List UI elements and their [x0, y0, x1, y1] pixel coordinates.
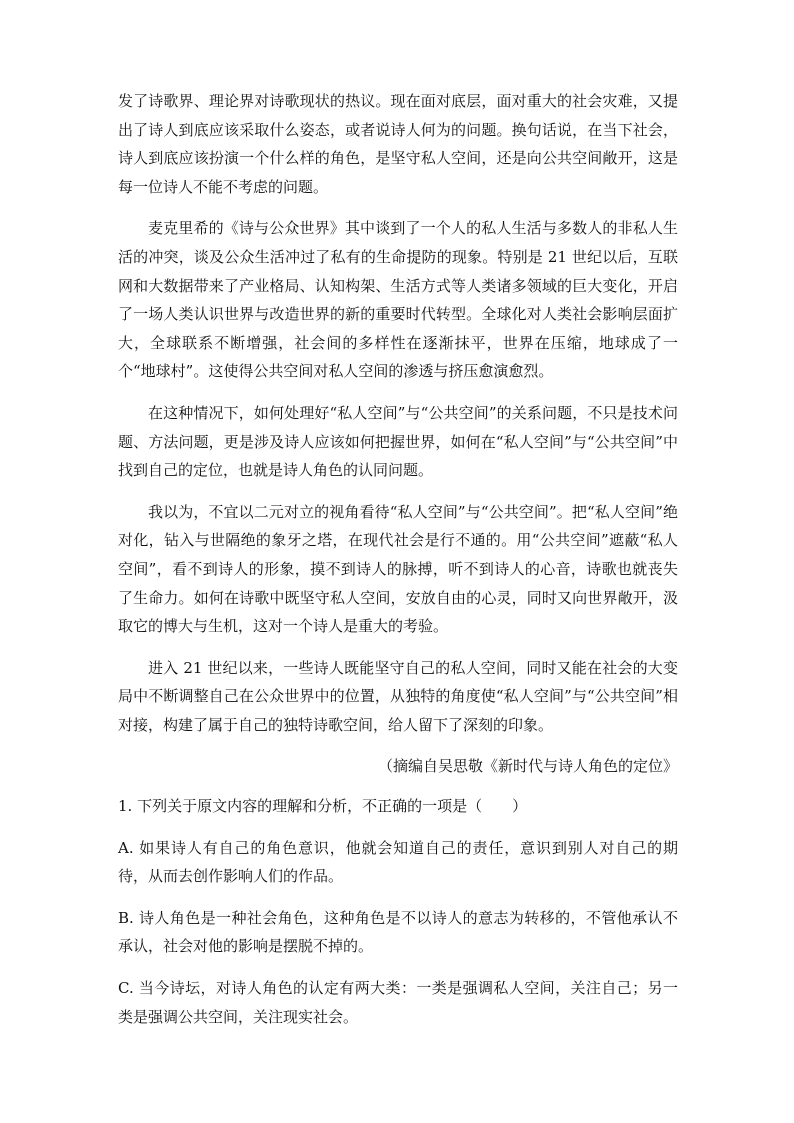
article-paragraph-2: 麦克里希的《诗与公众世界》其中谈到了一个人的私人生活与多数人的非私人生活的冲突，谈及公众生活冲过了私有的生命提防的现象。特别是 21 世纪以后，互联网和大数据带来了产业格局、认知构架、生活方式等人类诸多领域的巨大变化，开启了一场人类认识世界与改造世界的新的重要时代转型。全球化对人类社会影响层面扩大，全球联系不断增强，社会间的多样性在逐渐抹平，世界在压缩，地球成了一个“地球村”。这使得公共空间对私人空间的渗透与挤压愈演愈烈。 — [118, 219, 678, 381]
option-a: A. 如果诗人有自己的角色意识，他就会知道自己的责任，意识到别人对自己的期待，从而去创作影响人们的作品。 — [118, 838, 678, 886]
option-b: B. 诗人角色是一种社会角色，这种角色是不以诗人的意志为转移的，不管他承认不承认，社会对他的影响是摆脱不掉的。 — [118, 908, 678, 956]
article-paragraph-3: 在这种情况下，如何处理好“私人空间”与“公共空间”的关系问题，不只是技术问题、方法问题，更是涉及诗人应该如何把握世界，如何在“私人空间”与“公共空间”中找到自己的定位，也就是诗人角色的认同问题。 — [118, 403, 678, 480]
article-body — [118, 87, 678, 781]
article-source-citation: （摘编自吴思敬《新时代与诗人角色的定位》 — [377, 757, 678, 776]
question-block — [118, 792, 678, 1031]
option-c: C. 当今诗坛，对诗人角色的认定有两大类：一类是强调私人空间，关注自己；另一类是强调公共空间，关注现实社会。 — [118, 979, 678, 1026]
document-page — [118, 87, 678, 1044]
article-paragraph-5: 进入 21 世纪以来，一些诗人既能坚守自己的私人空间，同时又能在社会的大变局中不断调整自己在公众世界中的位置，从独特的角度使“私人空间”与“公共空间”相对接，构建了属于自己的独特诗歌空间，给人留下了深刻的印象。 — [118, 658, 678, 734]
article-paragraph-4: 我以为，不宜以二元对立的视角看待“私人空间”与“公共空间”。把“私人空间”绝对化，钻入与世隔绝的象牙之塔，在现代社会是行不通的。用“公共空间”遮蔽“私人空间”，看不到诗人的形象，摸不到诗人的脉搏，听不到诗人的心音，诗歌也就丧失了生命力。如何在诗歌中既坚守私人空间，安放自由的心灵，同时又向世界敞开，汲取它的博大与生机，这对一个诗人是重大的考验。 — [118, 502, 678, 636]
question-stem: 1. 下列关于原文内容的理解和分析，不正确的一项是（ ） — [118, 797, 528, 816]
article-paragraph-1: 发了诗歌界、理论界对诗歌现状的热议。现在面对底层，面对重大的社会灾难，又提出了诗人到底应该采取什么姿态，或者说诗人何为的问题。换句话说，在当下社会，诗人到底应该扮演一个什么样的角色，是坚守私人空间，还是向公共空间敞开，这是每一位诗人不能不考虑的问题。 — [118, 92, 678, 196]
